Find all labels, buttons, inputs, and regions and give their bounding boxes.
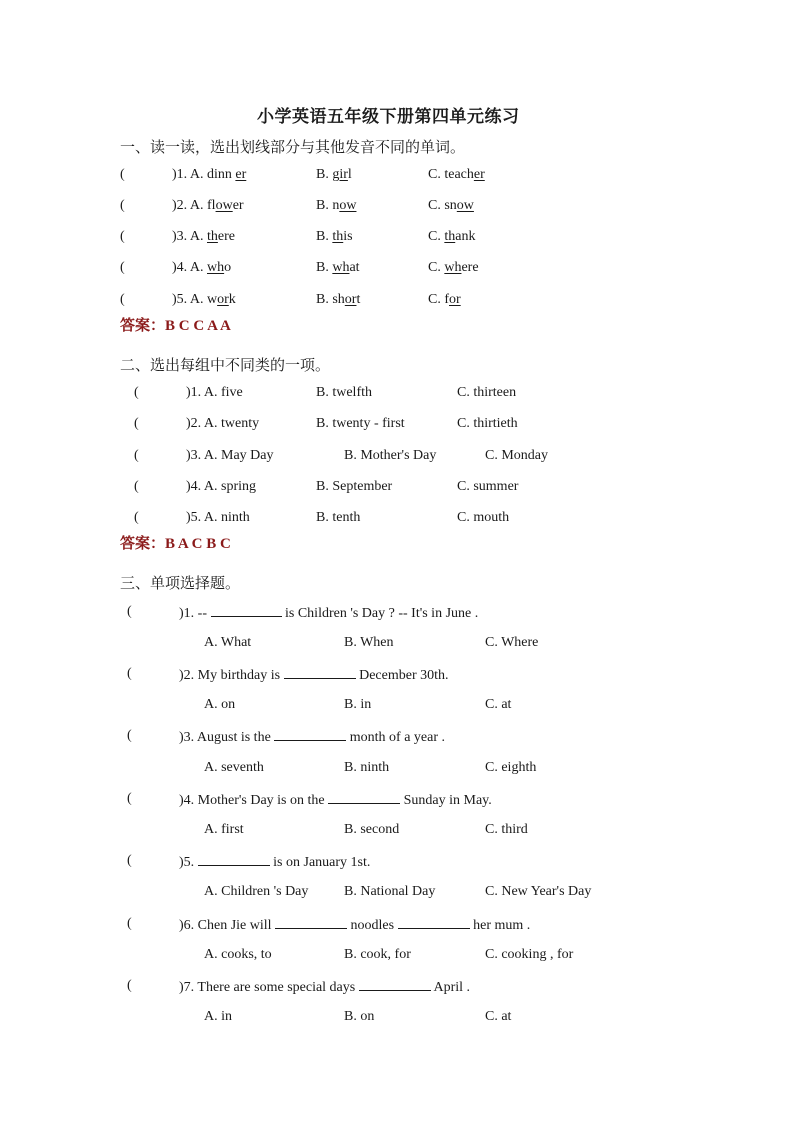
option-c: C. summer (457, 479, 519, 494)
option-b: B. what (316, 260, 360, 275)
option-b: B. twelfth (316, 385, 372, 400)
option-a: )3. A. May Day (186, 448, 274, 463)
option-c: C. New Year's Day (485, 884, 592, 899)
option-c: C. thirteen (457, 385, 517, 400)
option-a: )5. A. ninth (186, 510, 250, 525)
answer-paren: ( (120, 260, 125, 275)
option-a: A. first (204, 822, 244, 837)
option-b: B. When (344, 635, 394, 650)
fill-blank (275, 915, 347, 929)
option-b: B. ninth (344, 760, 390, 775)
option-b: B. Mother's Day (344, 448, 437, 463)
option-c: C. where (428, 260, 479, 275)
question-item: )4. A. who (172, 260, 232, 275)
answer-paren: ( (134, 479, 139, 494)
answer-paren: ( (120, 198, 125, 213)
answer-paren: ( (134, 416, 139, 431)
option-a: )4. A. spring (186, 479, 256, 494)
option-a: A. Children 's Day (204, 884, 309, 899)
option-c: C. third (485, 822, 528, 837)
question-item: )3. A. there (172, 229, 235, 244)
option-b: B. this (316, 229, 353, 244)
answer-paren: ( (127, 604, 132, 619)
option-c: C. at (485, 1009, 512, 1024)
option-c: C. mouth (457, 510, 510, 525)
question-text: )2. My birthday is December 30th. (179, 665, 449, 685)
question-text: )6. Chen Jie will noodles her mum . (179, 915, 530, 935)
answer-paren: ( (127, 853, 132, 868)
section1-heading: 一、读一读，选出划线部分与其他发音不同的单词。 (120, 140, 466, 156)
question-item: )2. A. flower (172, 198, 244, 213)
answer-paren: ( (127, 666, 132, 681)
section1-answer-key: 答案：B C C A A (120, 318, 231, 334)
option-b: B. short (316, 292, 361, 307)
option-a: A. What (204, 635, 252, 650)
option-b: B. tenth (316, 510, 361, 525)
answer-paren: ( (127, 916, 132, 931)
option-c: C. thank (428, 229, 476, 244)
option-a: )1. A. five (186, 385, 243, 400)
option-c: C. Monday (485, 448, 548, 463)
fill-blank (198, 852, 270, 866)
answer-paren: ( (127, 728, 132, 743)
option-c: C. at (485, 697, 512, 712)
question-item: )5. A. work (172, 292, 236, 307)
option-b: B. National Day (344, 884, 436, 899)
fill-blank (359, 977, 431, 991)
answer-paren: ( (120, 167, 125, 182)
option-c: C. cooking , for (485, 947, 574, 962)
option-b: B. now (316, 198, 357, 213)
section3-heading: 三、单项选择题。 (120, 576, 241, 592)
option-c: C. teacher (428, 167, 485, 182)
fill-blank (328, 790, 400, 804)
option-c: C. Where (485, 635, 539, 650)
option-a: A. in (204, 1009, 232, 1024)
question-text: )3. August is the month of a year . (179, 727, 445, 747)
option-b: B. second (344, 822, 400, 837)
option-c: C. eighth (485, 760, 537, 775)
option-b: B. twenty - first (316, 416, 405, 431)
answer-paren: ( (127, 791, 132, 806)
fill-blank (398, 915, 470, 929)
option-a: A. seventh (204, 760, 264, 775)
section2-answer-key: 答案：B A C B C (120, 536, 231, 552)
section2-heading: 二、选出每组中不同类的一项。 (120, 358, 331, 374)
fill-blank (284, 665, 356, 679)
question-text: )7. There are some special days April . (179, 977, 470, 997)
option-b: B. September (316, 479, 393, 494)
option-a: A. on (204, 697, 236, 712)
option-b: B. in (344, 697, 372, 712)
option-c: C. thirtieth (457, 416, 518, 431)
answer-paren: ( (127, 978, 132, 993)
option-c: C. for (428, 292, 461, 307)
fill-blank (211, 603, 282, 617)
option-b: B. girl (316, 167, 352, 182)
fill-blank (274, 727, 346, 741)
answer-paren: ( (120, 229, 125, 244)
answer-paren: ( (120, 292, 125, 307)
question-text: )4. Mother's Day is on the Sunday in May. (179, 790, 492, 810)
question-text: )5. is on January 1st. (179, 852, 370, 872)
option-a: A. cooks, to (204, 947, 272, 962)
question-item: )1. A. dinn er (172, 167, 247, 182)
page-title: 小学英语五年级下册第四单元练习 (257, 107, 520, 126)
answer-paren: ( (134, 385, 139, 400)
option-b: B. cook, for (344, 947, 411, 962)
option-b: B. on (344, 1009, 375, 1024)
question-text: )1. -- is Children 's Day ? -- It's in June . (179, 603, 478, 623)
option-c: C. snow (428, 198, 474, 213)
answer-paren: ( (134, 448, 139, 463)
answer-paren: ( (134, 510, 139, 525)
option-a: )2. A. twenty (186, 416, 260, 431)
